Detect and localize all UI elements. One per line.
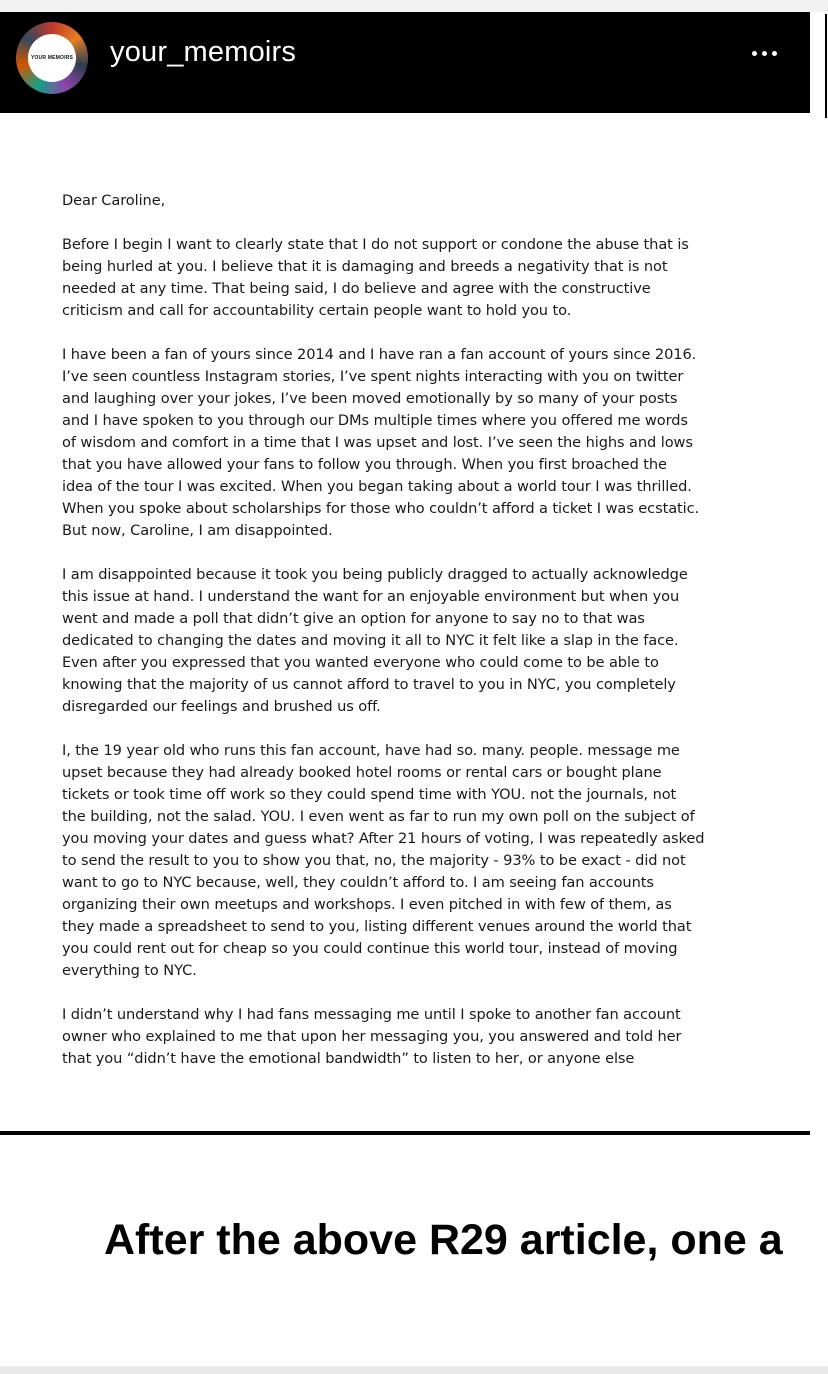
username[interactable]: your_memoirs <box>110 36 297 68</box>
letter-salutation: Dear Caroline, <box>62 192 166 209</box>
top-strip <box>0 0 828 12</box>
edge-divider <box>825 14 827 118</box>
letter-paragraph: I have been a fan of yours since 2014 and I have ran a fan account of yours since 2016. I’ve seen countless Instagram stories, I’ve spent nights interacting with you on twitter and laughing over your jokes, I’ve been moved emotionally by so many of your posts and I have spoken to you through our DMs multiple times where you offered me words of wisdom and comfort in a time that I was upset and lost. I’ve seen the highs and lows that you have allowed your fans to follow you through. When you first broached the idea of the tour I was excited. When you began taking about a world tour I was thrilled. When you spoke about scholarships for those who couldn’t afford a ticket I was ecstatic. But now, Caroline, I am disappointed. <box>62 346 700 539</box>
section-divider <box>0 1131 810 1135</box>
bottom-strip <box>0 1366 828 1374</box>
more-options-icon[interactable] <box>744 38 784 68</box>
avatar-inner <box>28 34 76 82</box>
post-header <box>0 12 810 113</box>
avatar-logo-text: YOUR MEMOIRS <box>30 55 74 61</box>
letter-image <box>62 190 762 1092</box>
dot <box>772 51 777 56</box>
letter-paragraph: I am disappointed because it took you being publicly dragged to actually acknowledge this issue at hand. I understand the want for an enjoyable environment but when you went and made a poll that didn’t give an option for anyone to say no to that was dedicated to changing the dates and moving it all to NYC it felt like a slap in the face. Even after you expressed that you wanted everyone who could come to be able to knowing that the majority of us cannot afford to travel to you in NYC, you completely disregarded our feelings and brushed us off. <box>62 566 688 715</box>
dot <box>762 51 767 56</box>
letter-paragraph: I, the 19 year old who runs this fan account, have had so. many. people. message me upset because they had already booked hotel rooms or rental cars or bought plane tickets or took time off work so they could spend time with YOU. not the journals, not the building, not the salad. YOU. I even went as far to run my own poll on the subject of you moving your dates and guess what? After 21 hours of voting, I was repeatedly asked to send the result to you to show you that, no, the majority - 93% to be exact - did not want to go to NYC because, well, they couldn’t afford to. I am seeing fan accounts organizing their own meetups and workshops. I even pitched in with few of them, as they made a spreadsheet to send to you, listing different venues around the world that you could rent out for cheap so you could continue this world tour, instead of moving everything to NYC. <box>62 742 705 979</box>
letter-paragraph: Before I begin I want to clearly state that I do not support or condone the abuse that is being hurled at you. I believe that it is damaging and breeds a negativity that is not needed at any time. That being said, I do believe and agree with the constructive criticism and call for accountability certain people want to hold you to. <box>62 236 689 319</box>
dot <box>752 51 757 56</box>
avatar[interactable] <box>16 22 88 94</box>
letter-paragraph: I didn’t understand why I had fans messaging me until I spoke to another fan account owner who explained to me that upon her messaging you, you answered and told her that you “didn’t have the emotional bandwidth” to listen to her, or anyone else <box>62 1006 682 1067</box>
article-caption: After the above R29 article, one a <box>104 1216 783 1264</box>
